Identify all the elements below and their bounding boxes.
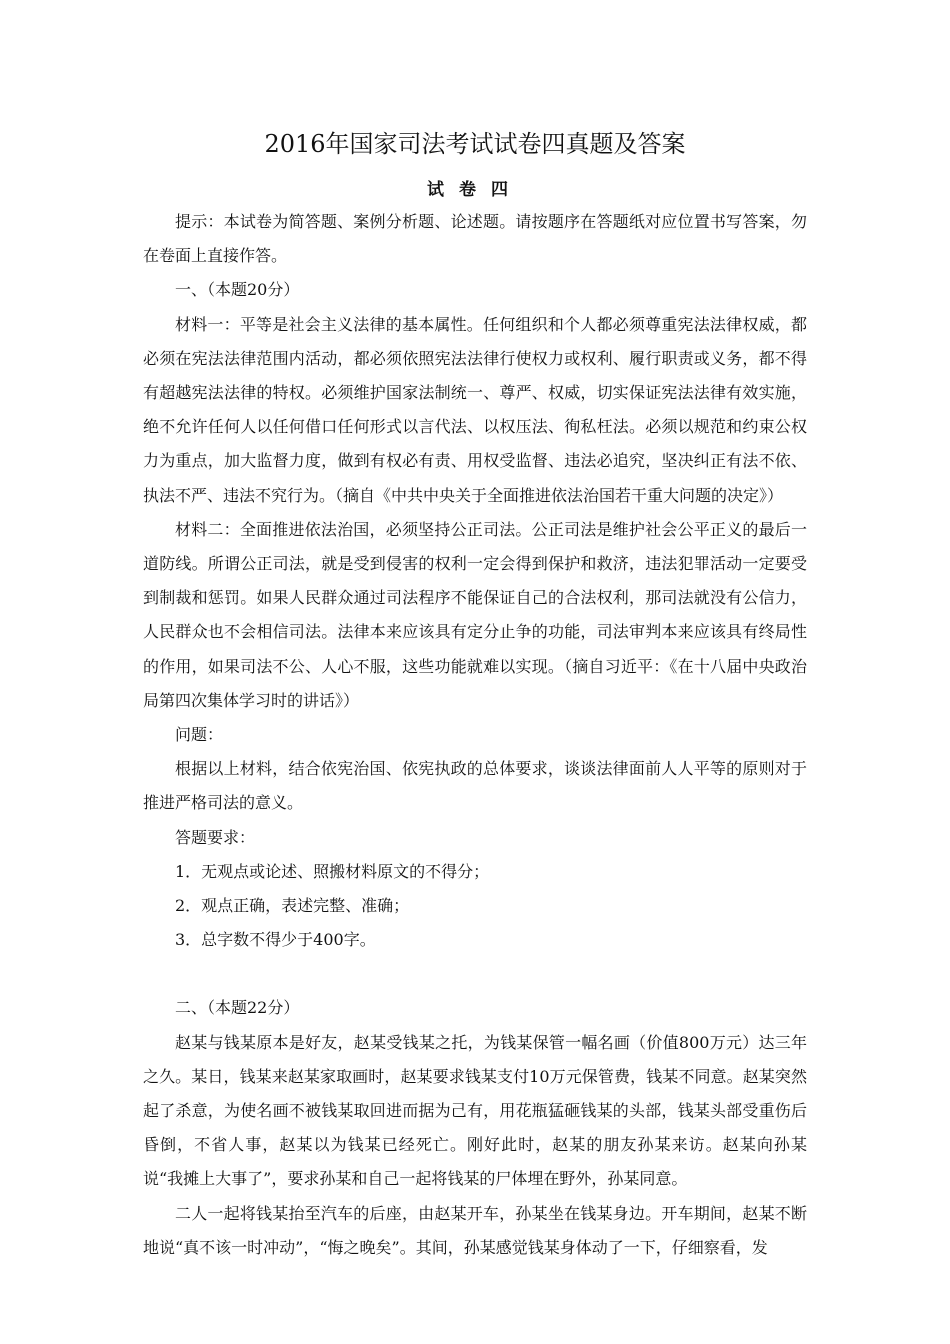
- case-paragraph: 二人一起将钱某抬至汽车的后座，由赵某开车，孙某坐在钱某身边。开车期间，赵某不断地说“真不该一时冲动”，“悔之晚矣”。其间，孙某感觉钱某身体动了一下，仔细察看，发: [143, 1203, 807, 1257]
- question-text: 根据以上材料，结合依宪治国、依宪执政的总体要求，谈谈法律面前人人平等的原则对于推进严格司法的意义。: [143, 759, 807, 813]
- instructions-paragraph: 提示：本试卷为简答题、案例分析题、论述题。请按题序在答题纸对应位置书写答案，勿在卷面上直接作答。: [143, 212, 807, 266]
- document-title: 2016年国家司法考试试卷四真题及答案: [264, 130, 686, 158]
- material-two-paragraph: 材料二：全面推进依法治国，必须坚持公正司法。公正司法是维护社会公平正义的最后一道防线。所谓公正司法，就是受到侵害的权利一定会得到保护和救济，违法犯罪活动一定要受到制裁和惩罚。如果人民群众通过司法程序不能保证自己的合法权利，那司法就没有公信力，人民群众也不会相信司法。法律本来应该具有定分止争的功能，司法审判本来应该具有终局性的作用，如果司法不公、人心不服，这些功能就难以实现。（摘自习近平：《在十八届中央政治局第四次集体学习时的讲话》）: [143, 519, 807, 710]
- requirements-label: 答题要求：: [175, 827, 256, 847]
- question-label: 问题：: [175, 725, 224, 745]
- requirement-item: 2．观点正确，表述完整、准确；: [175, 896, 410, 916]
- requirement-item: 1．无观点或论述、照搬材料原文的不得分；: [175, 861, 490, 881]
- section-spacer: [143, 957, 807, 991]
- question-two-heading: 二、（本题22分）: [175, 998, 300, 1018]
- question-one-heading: 一、（本题20分）: [175, 280, 300, 300]
- requirement-item: 3．总字数不得少于400字。: [175, 930, 376, 950]
- material-one-paragraph: 材料一：平等是社会主义法律的基本属性。任何组织和个人都必须尊重宪法法律权威，都必须在宪法法律范围内活动，都必须依照宪法法律行使权力或权利、履行职责或义务，都不得有超越宪法法律的特权。必须维护国家法制统一、尊严、权威，切实保证宪法法律有效实施，绝不允许任何人以任何借口任何形式以言代法、以权压法、徇私枉法。必须以规范和约束公权力为重点，加大监督力度，做到有权必有责、用权受监督、违法必追究，坚决纠正有法不依、执法不严、违法不究行为。（摘自《中共中央关于全面推进依法治国若干重大问题的决定》）: [143, 314, 807, 505]
- document-page: [143, 127, 807, 1265]
- case-paragraph: 赵某与钱某原本是好友，赵某受钱某之托，为钱某保管一幅名画（价值800万元）达三年之久。某日，钱某来赵某家取画时，赵某要求钱某支付10万元保管费，钱某不同意。赵某突然起了杀意，为使名画不被钱某取回进而据为己有，用花瓶猛砸钱某的头部，钱某头部受重伤后昏倒，不省人事，赵某以为钱某已经死亡。刚好此时，赵某的朋友孙某来访。赵某向孙某说“我摊上大事了”，要求孙某和自己一起将钱某的尸体埋在野外，孙某同意。: [143, 1032, 807, 1189]
- document-subtitle: 试卷四: [427, 180, 523, 200]
